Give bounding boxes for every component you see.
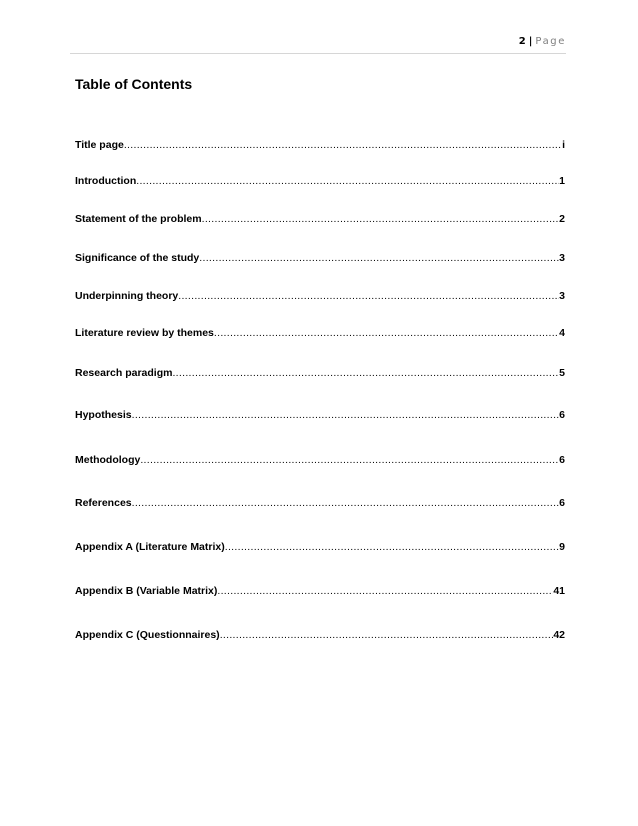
toc-entry-page: 6 (559, 497, 565, 509)
toc-entry-page: 41 (553, 585, 565, 597)
toc-entry-label: Underpinning theory (75, 290, 179, 302)
toc-entry-page: 3 (559, 290, 565, 302)
toc-entry-page: 6 (559, 454, 565, 466)
toc-entry-introduction[interactable] (75, 174, 565, 188)
toc-entry-literature-review[interactable] (75, 326, 565, 340)
toc-entry-page: 42 (553, 629, 565, 641)
header-separator: | (528, 36, 533, 47)
toc-entry-label: Appendix C (Questionnaires) (75, 629, 220, 641)
dot-leader (140, 453, 559, 467)
dot-leader (214, 326, 559, 340)
toc-entry-page: i (562, 139, 565, 151)
dot-leader (217, 584, 553, 598)
page-header (70, 36, 566, 54)
toc-entry-label: Research paradigm (75, 367, 173, 379)
toc-entry-label: Significance of the study (75, 252, 200, 264)
toc-entry-label: Title page (75, 139, 124, 151)
toc-entry-page: 5 (559, 367, 565, 379)
dot-leader (220, 628, 554, 642)
toc-entry-label: Statement of the problem (75, 213, 202, 225)
toc-entry-references[interactable] (75, 496, 565, 510)
dot-leader (132, 496, 560, 510)
dot-leader (132, 408, 560, 422)
dot-leader (124, 138, 562, 152)
dot-leader (136, 174, 559, 188)
toc-entry-methodology[interactable] (75, 453, 565, 467)
toc-entry-statement-of-problem[interactable] (75, 212, 565, 226)
toc-entry-label: Methodology (75, 454, 141, 466)
toc-entry-appendix-a[interactable] (75, 540, 565, 554)
toc-entry-page: 1 (559, 175, 565, 187)
toc-entry-page: 2 (559, 213, 565, 225)
toc-entry-label: Introduction (75, 175, 137, 187)
toc-entry-label: Appendix B (Variable Matrix) (75, 585, 218, 597)
dot-leader (199, 251, 559, 265)
toc-entry-label: Literature review by themes (75, 327, 214, 339)
toc-entry-hypothesis[interactable] (75, 408, 565, 422)
toc-entry-page: 9 (559, 541, 565, 553)
dot-leader (202, 212, 560, 226)
toc-entry-label: Appendix A (Literature Matrix) (75, 541, 225, 553)
toc-entry-research-paradigm[interactable] (75, 366, 565, 380)
toc-entry-page: 3 (559, 252, 565, 264)
toc-entry-appendix-b[interactable] (75, 584, 565, 598)
toc-title: Table of Contents (75, 76, 193, 92)
dot-leader (225, 540, 559, 554)
page-number: 2 (518, 36, 526, 47)
toc-entry-page: 6 (559, 409, 565, 421)
dot-leader (172, 366, 559, 380)
toc-entry-label: Hypothesis (75, 409, 132, 421)
toc-entry-title-page[interactable] (75, 138, 565, 152)
toc-entry-significance[interactable] (75, 251, 565, 265)
dot-leader (178, 289, 559, 303)
toc-entry-underpinning-theory[interactable] (75, 289, 565, 303)
toc-entry-label: References (75, 497, 132, 509)
toc-entry-appendix-c[interactable] (75, 628, 565, 642)
page-word: Page (535, 36, 566, 47)
toc-entry-page: 4 (559, 327, 565, 339)
